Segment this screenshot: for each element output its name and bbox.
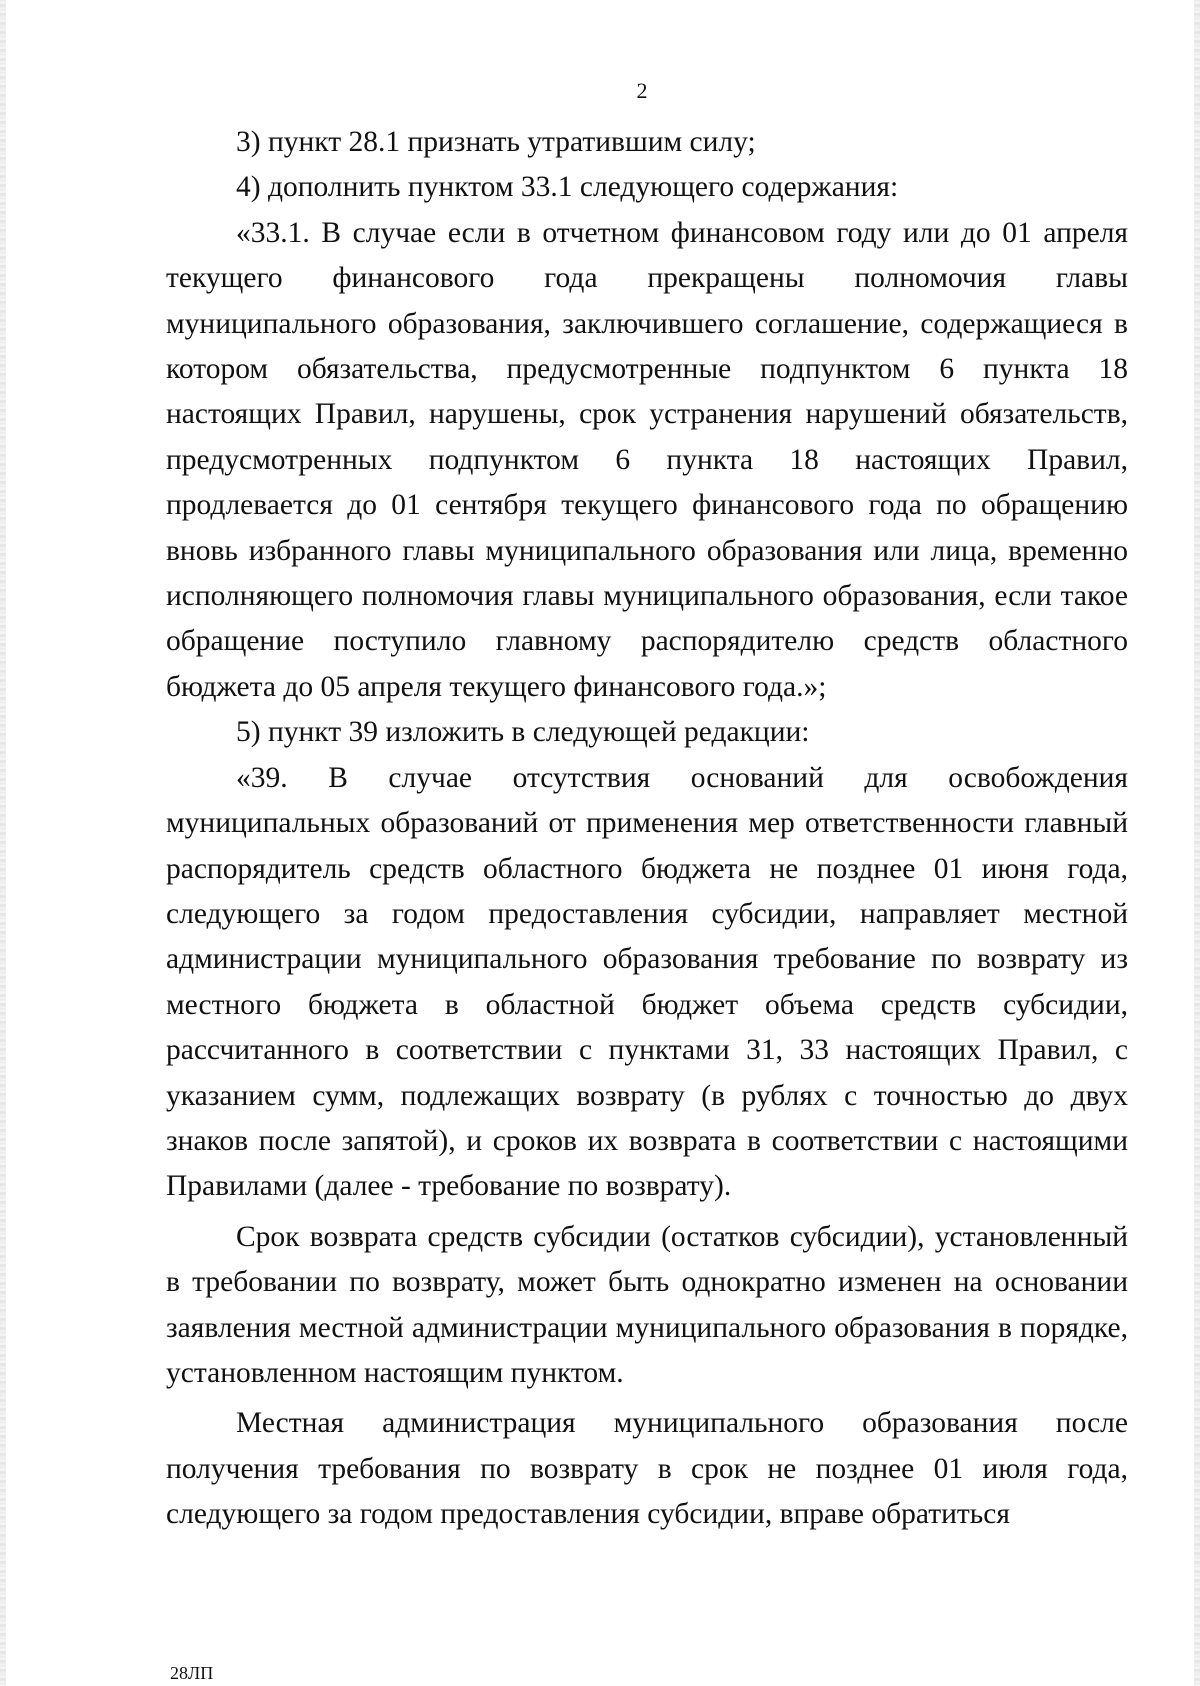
paragraph-item-4: 4) дополнить пунктом 33.1 следующего содержания: bbox=[236, 171, 899, 204]
paragraph-return-deadline: Срок возврата средств субсидии (остатков субсидии), установленный в требовании по возврату, может быть однократно изменен на основании заявления местной администрации муниципального образования в порядке, установленном настоящим пунктом. bbox=[166, 1220, 1128, 1389]
paragraph-item-5: 5) пункт 39 изложить в следующей редакции: bbox=[236, 716, 810, 749]
paragraph-point-33-1: «33.1. В случае если в отчетном финансовом году или до 01 апреля текущего финансового года прекращены полномочия главы муниципального образования, заключившего соглашение, содержащиеся в котором обязательства, предусмотренные подпунктом 6 пункта 18 настоящих Правил, нарушены, срок устранения нарушений обязательств, предусмотренных подпунктом 6 пункта 18 настоящих Правил, продлевается до 01 сентября текущего финансового года по обращению вновь избранного главы муниципального образования или лица, временно исполняющего полномочия главы муниципального образования, если такое обращение поступило главному распорядителю средств областного бюджета до 05 апреля текущего финансового года.»; bbox=[166, 216, 1128, 703]
page-number: 2 bbox=[636, 78, 648, 103]
scan-edge-right bbox=[1194, 0, 1200, 1686]
paragraph-item-3: 3) пункт 28.1 признать утратившим силу; bbox=[236, 126, 756, 158]
scan-edge-left bbox=[0, 0, 6, 1686]
paragraph-point-39: «39. В случае отсутствия оснований для освобождения муниципальных образований от применения мер ответственности главный распорядитель средств областного бюджета не позднее 01 июня года, следующего за годом предоставления субсидии, направляет местной администрации муниципального образования требование по возврату из местного бюджета в областной бюджет объема средств субсидии, рассчитанного в соответствии с пунктами 31, 33 настоящих Правил, с указанием сумм, подлежащих возврату (в рублях с точностью до двух знаков после запятой), и сроков их возврата в соответствии с настоящими Правилами (далее - требование по возврату). bbox=[166, 761, 1128, 1203]
footer-document-code: 28ЛП bbox=[170, 1663, 214, 1683]
paragraph-local-administration: Местная администрация муниципального образования после получения требования по возврату в срок не позднее 01 июля года, следующего за годом предоставления субсидии, вправе обратиться bbox=[166, 1407, 1128, 1531]
document-body bbox=[166, 120, 1128, 1538]
